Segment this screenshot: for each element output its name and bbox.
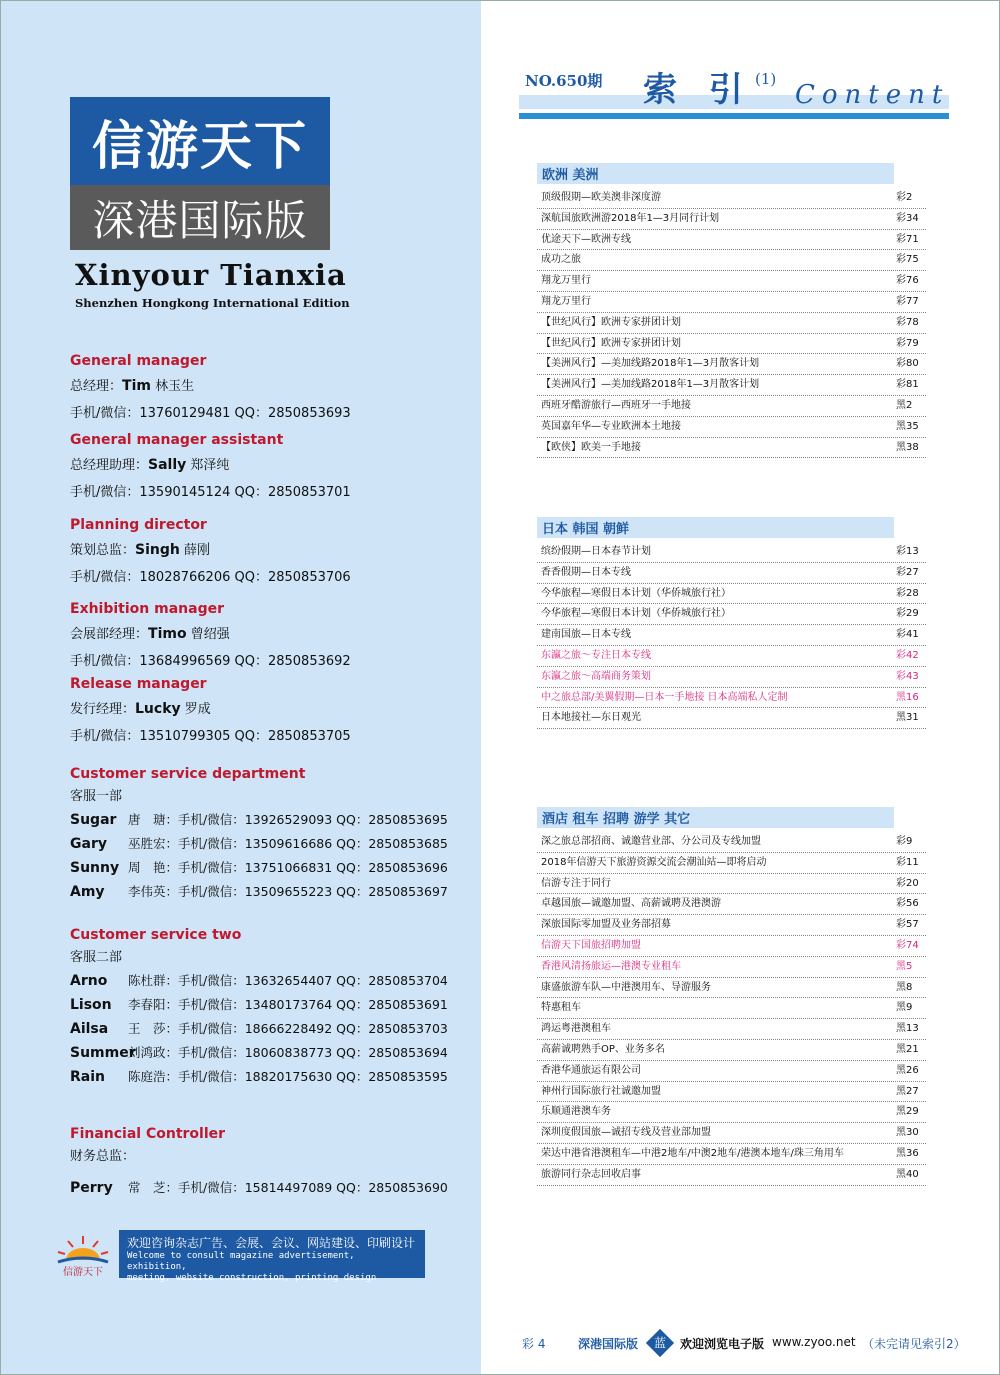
staff-title: 策划总监：	[70, 543, 136, 558]
entry-text: 【美洲风行】—美加线路2018年1—3月散客计划	[541, 358, 760, 370]
cs1-members	[70, 810, 470, 900]
index-entry	[537, 978, 926, 999]
staff-name-line	[70, 539, 470, 558]
entry-text: 旅游同行杂志回收启事	[541, 1168, 641, 1180]
entry-page: 彩2	[896, 192, 913, 203]
index-entry	[537, 209, 926, 230]
staff-contact: 手机/微信：13684996569 QQ：2850853692	[70, 654, 351, 669]
finance-title: 财务总监：	[70, 1149, 136, 1164]
entry-text: 东瀛之旅～高端商务策划	[541, 670, 651, 682]
index-title: 索 引	[643, 70, 753, 110]
cs2-dept: 客服二部	[70, 950, 123, 965]
member-info: 李春阳：手机/微信：13480173764 QQ：2850853691	[128, 997, 448, 1012]
entry-page: 彩9	[896, 836, 913, 847]
cs-member	[70, 858, 470, 876]
index-entry	[537, 354, 926, 375]
entry-text: 高薪诚聘熟手OP、业务多名	[541, 1043, 665, 1055]
entry-text: 特惠租车	[541, 1002, 581, 1014]
member-name-en: Sugar	[70, 812, 117, 828]
member-info: 陈杜群：手机/微信：13632654407 QQ：2850853704	[128, 973, 448, 988]
finance-role: Financial Controller	[70, 1126, 226, 1142]
index-entry	[537, 915, 926, 936]
index-entry	[537, 1040, 926, 1061]
staff-contact: 手机/微信：13510799305 QQ：2850853705	[70, 729, 351, 744]
index-entry	[537, 375, 926, 396]
entry-page: 黑38	[896, 441, 919, 453]
member-name-en: Arno	[70, 973, 108, 989]
entry-page: 彩81	[896, 379, 919, 391]
staff-block	[70, 676, 470, 744]
index-entry	[537, 667, 926, 688]
cs-member	[70, 810, 470, 828]
member-info: 唐 瑭：手机/微信：13926529093 QQ：2850853695	[128, 812, 448, 827]
entry-page: 彩75	[896, 254, 919, 266]
footer-badge-text: 蓝	[653, 1335, 667, 1350]
entry-page: 彩13	[896, 546, 919, 557]
entry-page: 彩56	[896, 898, 919, 910]
entry-page: 彩76	[896, 275, 919, 287]
entry-page: 黑8	[896, 981, 913, 993]
cs2-block	[70, 927, 470, 1085]
index-entry	[537, 1102, 926, 1123]
entry-text: 深圳度假国旅—诚招专线及营业部加盟	[541, 1127, 711, 1139]
member-name-en: Lison	[70, 997, 112, 1013]
brand-logo-top: 信游天下	[70, 97, 330, 185]
staff-contact: 手机/微信：18028766206 QQ：2850853706	[70, 570, 351, 585]
entry-text: 翔龙万里行	[541, 295, 591, 307]
cs-member	[70, 1067, 470, 1085]
entry-text: 荣达中港省港澳租车—中港2地车/中澳2地车/港澳本地车/珠三角用车	[541, 1147, 844, 1159]
entry-page: 彩78	[896, 316, 919, 328]
cs2-role: Customer service two	[70, 927, 242, 943]
index-entry	[537, 334, 926, 355]
cs-member	[70, 1043, 470, 1061]
index-entry	[537, 1123, 926, 1144]
entry-page: 彩74	[896, 939, 919, 951]
member-name-en: Perry	[70, 1180, 113, 1196]
entry-text: 今华旅程—寒假日本计划（华侨城旅行社）	[541, 587, 731, 599]
entry-page: 黑36	[896, 1147, 919, 1159]
staff-block	[70, 353, 470, 421]
index-entry	[537, 396, 926, 417]
staff-name-en: Singh	[135, 542, 180, 558]
index-entry	[537, 542, 926, 563]
member-name-en: Rain	[70, 1069, 105, 1085]
brand-subtitle-en: Shenzhen Hongkong International Edition	[75, 296, 350, 310]
staff-contact: 手机/微信：13590145124 QQ：2850853701	[70, 485, 351, 500]
member-name-en: Summer	[70, 1045, 136, 1061]
entry-page: 黑29	[896, 1106, 919, 1118]
section-europe-america	[537, 163, 926, 458]
staff-name-en: Sally	[148, 457, 187, 473]
cs-member	[70, 834, 470, 852]
staff-name-line	[70, 623, 470, 642]
entry-text: 建南国旅—日本专线	[541, 629, 631, 641]
footer-continued: （未完请见索引2）	[862, 1337, 966, 1351]
finance-member	[70, 1178, 470, 1196]
cs1-role: Customer service department	[70, 766, 306, 782]
section-title: 酒店 租车 招聘 游学 其它	[537, 807, 894, 828]
member-name-en: Gary	[70, 836, 107, 852]
index-entry	[537, 438, 926, 459]
entry-page: 彩80	[896, 358, 919, 370]
member-info: 王 莎：手机/微信：18666228492 QQ：2850853703	[128, 1021, 448, 1036]
entry-page: 黑9	[896, 1002, 913, 1014]
index-entry	[537, 936, 926, 957]
index-entry	[537, 1165, 926, 1186]
footer-browse: 欢迎浏览电子版	[680, 1337, 765, 1351]
entry-page: 黑16	[896, 691, 919, 703]
index-entry	[537, 250, 926, 271]
entry-text: 成功之旅	[541, 254, 581, 266]
section-entries	[537, 542, 926, 729]
index-entry	[537, 853, 926, 874]
index-entry	[537, 292, 926, 313]
entry-text: 乐顺通港澳车务	[541, 1106, 611, 1118]
staff-block	[70, 517, 470, 585]
cs-member	[70, 882, 470, 900]
staff-name-cn: 郑泽纯	[190, 458, 230, 473]
index-entry	[537, 563, 926, 584]
entry-text: 【美洲风行】—美加线路2018年1—3月散客计划	[541, 379, 760, 391]
finance-block	[70, 1126, 470, 1196]
entry-text: 深之旅总部招商、诚邀营业部、分公司及专线加盟	[541, 836, 761, 847]
entry-page: 黑35	[896, 420, 919, 432]
index-entry	[537, 625, 926, 646]
index-entry	[537, 230, 926, 251]
issue-number: NO.650期	[525, 72, 603, 90]
index-entry	[537, 1082, 926, 1103]
entry-text: 2018年信游天下旅游资源交流会潮汕站—即将启动	[541, 856, 767, 868]
entry-text: 信游专注于同行	[541, 877, 611, 889]
section-title: 日本 韩国 朝鲜	[537, 517, 894, 538]
entry-text: 信游天下国旅招聘加盟	[541, 939, 641, 951]
entry-page: 彩43	[896, 670, 919, 682]
staff-title: 发行经理：	[70, 702, 136, 717]
cs1-block	[70, 766, 470, 900]
entry-page: 黑21	[896, 1043, 919, 1055]
index-entry	[537, 688, 926, 709]
entry-text: 香港风清扬旅运—港澳专业租车	[541, 960, 681, 972]
entry-page: 彩34	[896, 212, 919, 224]
footer-url[interactable]: www.zyoo.net	[772, 1335, 856, 1349]
staff-name-en: Tim	[122, 378, 151, 394]
entry-text: 康盛旅游车队—中港澳用车、导游服务	[541, 981, 711, 993]
member-name-en: Amy	[70, 884, 105, 900]
entry-text: 优途天下—欧洲专线	[541, 233, 631, 245]
index-entry	[537, 832, 926, 853]
section-japan-korea	[537, 517, 926, 729]
entry-page: 彩79	[896, 337, 919, 349]
staff-title: 总经理助理：	[70, 458, 149, 473]
cs-member	[70, 995, 470, 1013]
staff-block	[70, 601, 470, 669]
index-entry	[537, 313, 926, 334]
staff-title: 总经理：	[70, 379, 123, 394]
entry-text: 今华旅程—寒假日本计划（华侨城旅行社）	[541, 608, 731, 620]
entry-page: 彩29	[896, 608, 919, 620]
entry-page: 彩20	[896, 877, 919, 889]
entry-text: 日本地接社—东日观光	[541, 712, 641, 724]
entry-text: 缤纷假期—日本春节计划	[541, 546, 651, 557]
index-entry	[537, 271, 926, 292]
staff-title: 会展部经理：	[70, 627, 149, 642]
entry-page: 黑26	[896, 1064, 919, 1076]
entry-page: 彩27	[896, 566, 919, 578]
staff-name-cn: 薛刚	[184, 543, 211, 558]
index-entry	[537, 188, 926, 209]
entry-page: 黑5	[896, 960, 913, 972]
entry-text: 香香假期—日本专线	[541, 566, 631, 578]
staff-name-en: Lucky	[135, 701, 181, 717]
entry-text: 【世纪风行】欧洲专家拼团计划	[541, 337, 681, 349]
member-info: 刘鸿政：手机/微信：18060838773 QQ：2850853694	[128, 1045, 448, 1060]
staff-name-cn: 罗成	[184, 702, 211, 717]
cs2-members	[70, 971, 470, 1085]
staff-role: Exhibition manager	[70, 601, 224, 617]
sun-logo-text: 信游天下	[63, 1267, 103, 1278]
ad-consult-en-1: Welcome to consult magazine advertisement, exhibition,	[127, 1251, 355, 1272]
entry-text: 深旅国际零加盟及业务部招募	[541, 919, 671, 931]
staff-block	[70, 432, 470, 500]
section-title: 欧洲 美洲	[537, 163, 894, 184]
ad-consult-cn: 欢迎咨询杂志广告、会展、会议、网站建设、印刷设计	[127, 1236, 416, 1250]
header-bar-dark	[519, 113, 949, 119]
entry-page: 彩41	[896, 629, 919, 641]
entry-page: 黑27	[896, 1085, 919, 1097]
content-script: Content	[795, 80, 950, 110]
member-name-en: Ailsa	[70, 1021, 109, 1037]
index-entry	[537, 417, 926, 438]
section-entries	[537, 188, 926, 458]
entry-page: 黑13	[896, 1023, 919, 1035]
cs-member	[70, 971, 470, 989]
staff-name-line	[70, 698, 470, 717]
entry-page: 彩42	[896, 649, 919, 661]
staff-role: General manager	[70, 353, 207, 369]
entry-text: 顶级假期—欧美澳非深度游	[541, 192, 661, 203]
entry-page: 黑30	[896, 1127, 919, 1139]
footer-edition: 深港国际版	[578, 1337, 639, 1351]
member-info: 周 艳：手机/微信：13751066831 QQ：2850853696	[128, 860, 448, 875]
entry-text: 香港华通旅运有限公司	[541, 1064, 641, 1076]
index-part: (1)	[755, 70, 777, 88]
entry-page: 彩11	[896, 856, 919, 868]
entry-text: 神州行国际旅行社诚邀加盟	[541, 1085, 661, 1097]
index-entry	[537, 604, 926, 625]
staff-role: Planning director	[70, 517, 207, 533]
index-entry	[537, 646, 926, 667]
staff-contact: 手机/微信：13760129481 QQ：2850853693	[70, 406, 351, 421]
ad-consult-box	[119, 1230, 425, 1283]
entry-text: 深航国旅欧洲游2018年1—3月同行计划	[541, 212, 720, 224]
index-entry	[537, 957, 926, 978]
staff-name-en: Timo	[148, 626, 187, 642]
member-info: 陈庭浩：手机/微信：18820175630 QQ：2850853595	[128, 1069, 448, 1084]
staff-name-cn: 曾绍强	[190, 627, 230, 642]
entry-page: 彩77	[896, 295, 919, 307]
staff-name-line	[70, 454, 470, 473]
entry-text: 【世纪风行】欧洲专家拼团计划	[541, 316, 681, 328]
entry-text: 鸿运粤港澳租车	[541, 1023, 611, 1035]
cs-member	[70, 1019, 470, 1037]
index-entry	[537, 708, 926, 729]
staff-name-line	[70, 375, 470, 394]
staff-role: General manager assistant	[70, 432, 284, 448]
section-hotel-rental	[537, 807, 926, 1186]
entry-text: 【欧侠】欧美一手地接	[541, 441, 641, 453]
index-entry	[537, 998, 926, 1019]
index-entry	[537, 584, 926, 605]
entry-page: 黑2	[896, 399, 913, 411]
member-info: 巫胜宏：手机/微信：13509616686 QQ：2850853685	[128, 836, 448, 851]
entry-page: 彩71	[896, 233, 919, 245]
member-name-en: Sunny	[70, 860, 120, 876]
entry-text: 中之旅总部/美翼假期—日本一手地接 日本高端私人定制	[541, 691, 788, 703]
index-entry	[537, 1144, 926, 1165]
member-info: 常 芝：手机/微信：15814497089 QQ：2850853690	[128, 1180, 448, 1195]
index-entry	[537, 1061, 926, 1082]
index-entry	[537, 874, 926, 895]
staff-name-cn: 林玉生	[155, 379, 195, 394]
entry-page: 黑31	[896, 712, 919, 724]
footer-page: 彩 4	[522, 1337, 546, 1351]
cs1-dept: 客服一部	[70, 789, 123, 804]
index-entry	[537, 894, 926, 915]
member-info: 李伟英：手机/微信：13509655223 QQ：2850853697	[128, 884, 448, 899]
index-entry	[537, 1019, 926, 1040]
staff-role: Release manager	[70, 676, 207, 692]
entry-page: 黑40	[896, 1168, 919, 1180]
entry-text: 西班牙酷游旅行—西班牙一手地接	[541, 399, 691, 411]
entry-text: 翔龙万里行	[541, 275, 591, 287]
brand-logo-bottom: 深港国际版	[70, 185, 330, 250]
ad-consult-en-2: meeting, website construction, printing design	[127, 1273, 377, 1283]
entry-text: 东瀛之旅～专注日本专线	[541, 649, 651, 661]
brand-name-en: Xinyour Tianxia	[75, 258, 347, 292]
entry-page: 彩28	[896, 587, 919, 599]
entry-text: 卓越国旅—诚邀加盟、高薪诚聘及港澳游	[541, 898, 721, 910]
sun-logo-icon	[50, 1232, 116, 1278]
entry-text: 英国嘉年华—专业欧洲本土地接	[541, 420, 681, 432]
entry-page: 彩57	[896, 919, 919, 931]
section-entries	[537, 832, 926, 1186]
